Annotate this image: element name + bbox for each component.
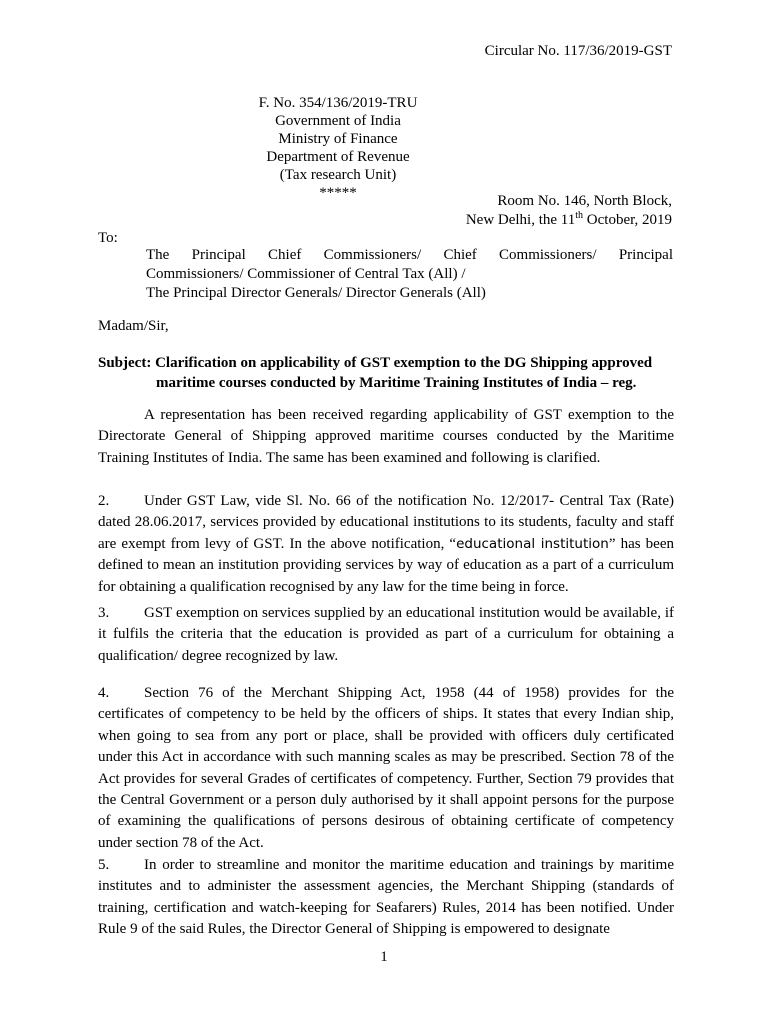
room-line: Room No. 146, North Block, (497, 193, 672, 209)
addressee-line-1: The Principal Chief Commissioners/ Chief Commissioners/ Principal (146, 247, 673, 263)
addressee-line-2: Commissioners/ Commissioner of Central Tax (All) / (146, 266, 466, 282)
paragraph-4-text: Section 76 of the Merchant Shipping Act, 1958 (44 of 1958) provides for the certificates of competency to be held by the officers of ships. It states that every Indian ship, when going to sea from any port or place, shall be provided with officers duly certificated under this Act in accordance with such manning scales as may be prescribed. Section 78 of the Act provides for several Grades of certificates of competency. Further, Section 79 provides that the Central Government or a person duly authorised by it shall appoint persons for the purpose of examining the qualifications of persons desirous of obtaining certificate of competency under section 78 of the Act. (98, 685, 674, 851)
paragraph-5-text: In order to streamline and monitor the maritime education and trainings by maritime institutes and to administer the assessment agencies, the Merchant Shipping (standards of training, certification and watch-keeping for Seafarers) Rules, 2014 has been notified. Under Rule 9 of the said Rules, the Director General of Shipping is empowered to designate (98, 857, 674, 938)
paragraph-3-text: GST exemption on services supplied by an educational institution would be available, if it fulfils the criteria that the education is provided as part of a curriculum for obtaining a qualification/ degree recognized by law. (98, 605, 674, 664)
department-name: Department of Revenue (266, 149, 410, 165)
separator-stars: ***** (319, 185, 357, 201)
paragraph-5 (98, 855, 674, 941)
date-suffix: October, 2019 (583, 212, 672, 228)
paragraph-2-number: 2. (98, 493, 110, 509)
addressee-line-3: The Principal Director Generals/ Director Generals (All) (146, 285, 486, 301)
paragraph-2 (98, 491, 674, 598)
subject-block (98, 354, 674, 393)
to-label: To: (98, 230, 118, 246)
paragraph-1 (98, 405, 674, 469)
paragraph-2-text-a: Under GST Law, vide Sl. No. 66 of the notification No. 12/2017- Central Tax (Rate) dated 28.06.2017, services provided by educational institutions to its students, faculty and staff are exempt from levy of GST. In the above notification, “ (98, 493, 674, 552)
date-line (466, 211, 672, 230)
file-number: F. No. 354/136/2019-TRU (258, 95, 418, 111)
salutation: Madam/Sir, (98, 318, 169, 334)
paragraph-4 (98, 683, 674, 854)
subject-line-2: maritime courses conducted by Maritime Training Institutes of India – reg. (156, 374, 637, 391)
sender-address (466, 192, 672, 230)
government-name: Government of India (275, 113, 401, 129)
paragraph-3 (98, 603, 674, 667)
addressee-block (146, 246, 673, 303)
ministry-name: Ministry of Finance (278, 131, 398, 147)
unit-name: (Tax research Unit) (279, 167, 397, 183)
page-number: 1 (380, 949, 388, 965)
subject-line-1: Subject: Clarification on applicability of GST exemption to the DG Shipping approved (98, 355, 653, 371)
paragraph-3-number: 3. (98, 605, 110, 621)
paragraph-4-number: 4. (98, 685, 110, 701)
paragraph-2-text-b: ” has been defined to mean an institution providing services by way of education as a part of a curriculum for obtaining a qualification recognised by any law for the time being in force. (98, 535, 674, 595)
paragraph-1-text: A representation has been received regarding applicability of GST exemption to the Directorate General of Shipping approved maritime courses conducted by the Maritime Training Institutes of India. The same has been examined and following is clarified. (98, 407, 674, 466)
date-prefix: New Delhi, the 11 (465, 212, 576, 228)
letterhead (200, 94, 476, 202)
date-superscript: th (575, 210, 584, 221)
paragraph-5-number: 5. (98, 857, 110, 873)
paragraph-2-term: educational institution (456, 535, 609, 552)
circular-number: Circular No. 117/36/2019-GST (484, 43, 672, 59)
